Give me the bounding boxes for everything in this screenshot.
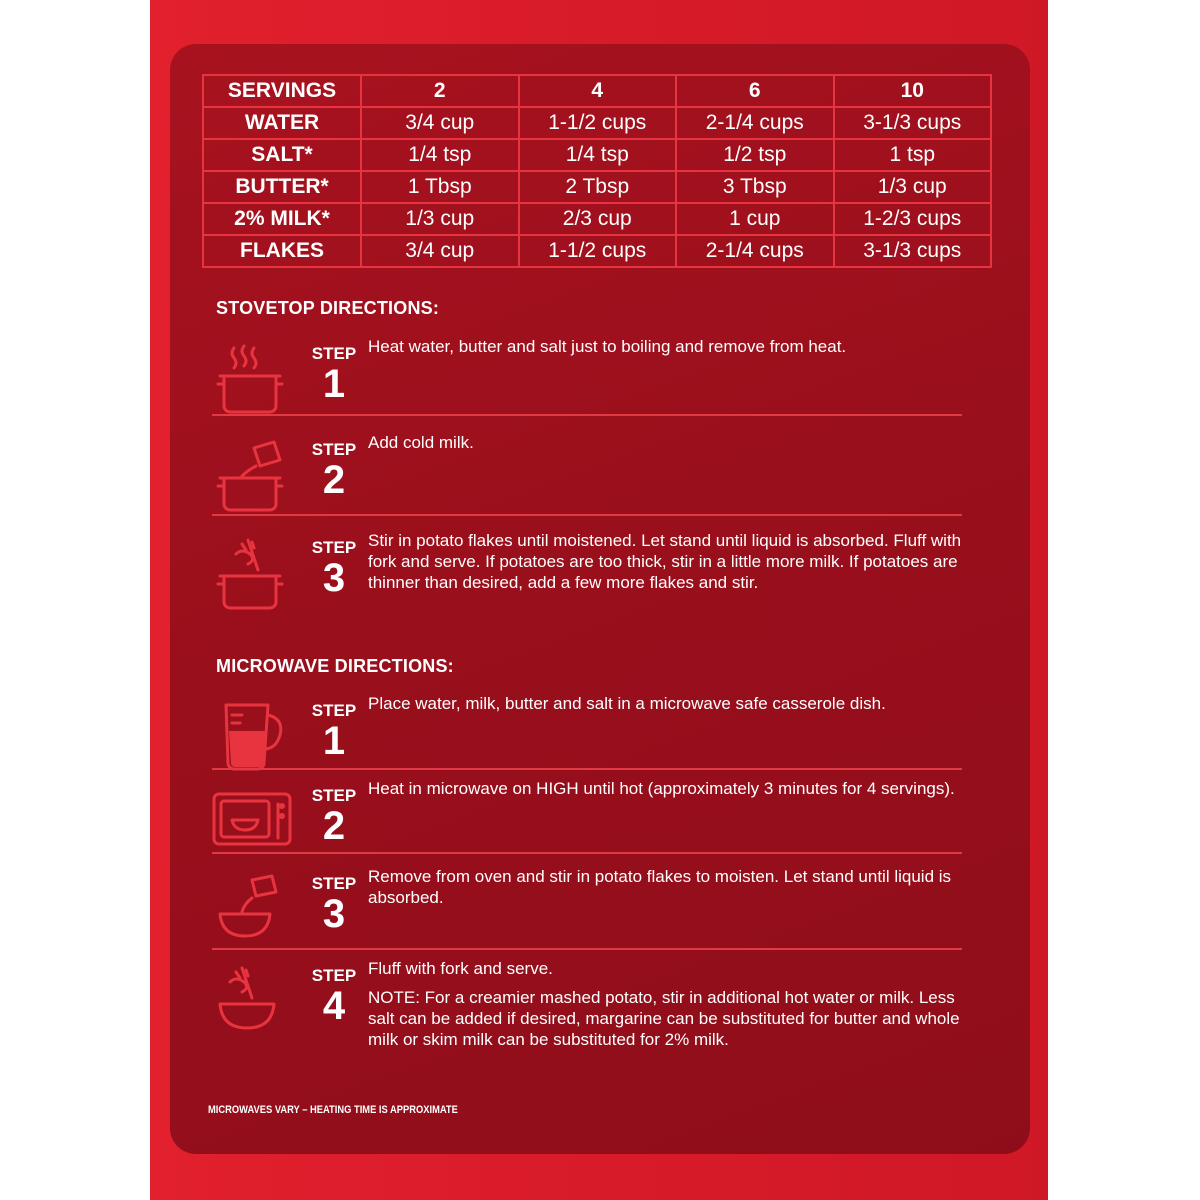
- step-text-block: [368, 336, 978, 357]
- chart-row: [203, 235, 991, 267]
- chart-cell: 2-1/4 cups: [676, 235, 834, 267]
- chart-cell: 1-1/2 cups: [519, 107, 677, 139]
- step-text-block: [368, 866, 978, 908]
- chart-row: [203, 107, 991, 139]
- step-label: STEP: [311, 874, 357, 893]
- chart-cell: 1/2 tsp: [676, 139, 834, 171]
- step-number: 4: [322, 984, 346, 1028]
- chart-row: [203, 139, 991, 171]
- footer-disclaimer: MICROWAVES VARY – HEATING TIME IS APPROXIMATE: [208, 1104, 458, 1116]
- chart-cell: 1/4 tsp: [519, 139, 677, 171]
- chart-row: [203, 171, 991, 203]
- step-text-block: [368, 778, 978, 799]
- chart-cell: 1/4 tsp: [361, 139, 519, 171]
- step-text: Place water, milk, butter and salt in a microwave safe casserole dish.: [368, 694, 886, 713]
- chart-cell: 2-1/4 cups: [676, 107, 834, 139]
- step-text: Fluff with fork and serve.: [368, 959, 553, 978]
- divider: [212, 768, 962, 770]
- pour-flakes-bowl-icon: [212, 874, 292, 954]
- chart-cell: 2/3 cup: [519, 203, 677, 235]
- step-label: STEP: [311, 786, 357, 805]
- step-number: 1: [322, 362, 346, 406]
- chart-header-cell: SERVINGS: [203, 75, 361, 107]
- step-label: STEP: [311, 440, 357, 459]
- divider: [212, 414, 962, 416]
- step-text-block: [368, 432, 978, 453]
- step-note: NOTE: For a creamier mashed potato, stir in additional hot water or milk. Less salt can be added if desired, margarine can be substituted for butter and whole milk or skim milk can be substituted for 2% milk.: [368, 988, 960, 1049]
- step-text: Add cold milk.: [368, 433, 474, 452]
- chart-cell: 3-1/3 cups: [834, 235, 992, 267]
- step-number: 2: [322, 804, 346, 848]
- chart-cell: 1/3 cup: [361, 203, 519, 235]
- pour-milk-pot-icon: [212, 440, 292, 520]
- chart-row-label: WATER: [203, 107, 361, 139]
- chart-header-cell: 2: [361, 75, 519, 107]
- step-text: Stir in potato flakes until moistened. Let stand until liquid is absorbed. Fluff with fork and serve. If potatoes are too thick, stir in a little more milk. If potatoes are thinner than desired, add a few more flakes and stir.: [368, 531, 962, 592]
- chart-cell: 1 Tbsp: [361, 171, 519, 203]
- step-text-block: [368, 693, 978, 714]
- chart-header-cell: 10: [834, 75, 992, 107]
- step-number: 3: [322, 556, 346, 600]
- step-number: 2: [322, 458, 346, 502]
- chart-row-label: SALT*: [203, 139, 361, 171]
- stovetop-title: STOVETOP DIRECTIONS:: [216, 298, 440, 318]
- divider: [212, 852, 962, 854]
- chart-header-cell: 4: [519, 75, 677, 107]
- step-number: 3: [322, 892, 346, 936]
- chart-cell: 1 tsp: [834, 139, 992, 171]
- chart-cell: 1/3 cup: [834, 171, 992, 203]
- stir-bowl-icon: [212, 966, 292, 1046]
- step-text-block: [368, 530, 978, 593]
- microwave-icon: [212, 786, 292, 866]
- divider: [212, 514, 962, 516]
- divider: [212, 948, 962, 950]
- step-label: STEP: [311, 344, 357, 363]
- chart-cell: 1-2/3 cups: [834, 203, 992, 235]
- chart-row-label: BUTTER*: [203, 171, 361, 203]
- chart-cell: 3/4 cup: [361, 235, 519, 267]
- step-label: STEP: [311, 966, 357, 985]
- servings-chart: [202, 74, 992, 268]
- chart-header-row: [203, 75, 991, 107]
- chart-row-label: FLAKES: [203, 235, 361, 267]
- chart-row: [203, 203, 991, 235]
- step-text: Heat water, butter and salt just to boiling and remove from heat.: [368, 337, 847, 356]
- chart-cell: 3/4 cup: [361, 107, 519, 139]
- chart-header-cell: 6: [676, 75, 834, 107]
- step-text-block: [368, 958, 978, 1050]
- chart-cell: 3 Tbsp: [676, 171, 834, 203]
- pot-steam-icon: [212, 344, 292, 424]
- microwave-title: MICROWAVE DIRECTIONS:: [216, 656, 454, 676]
- step-label: STEP: [311, 538, 357, 557]
- step-number: 1: [322, 719, 346, 763]
- stir-pot-icon: [212, 538, 292, 618]
- chart-cell: 2 Tbsp: [519, 171, 677, 203]
- chart-row-label: 2% MILK*: [203, 203, 361, 235]
- step-text: Remove from oven and stir in potato flakes to moisten. Let stand until liquid is absorbed.: [368, 867, 952, 907]
- chart-cell: 1 cup: [676, 203, 834, 235]
- chart-cell: 1-1/2 cups: [519, 235, 677, 267]
- chart-cell: 3-1/3 cups: [834, 107, 992, 139]
- step-text: Heat in microwave on HIGH until hot (approximately 3 minutes for 4 servings).: [368, 779, 955, 798]
- step-label: STEP: [311, 701, 357, 720]
